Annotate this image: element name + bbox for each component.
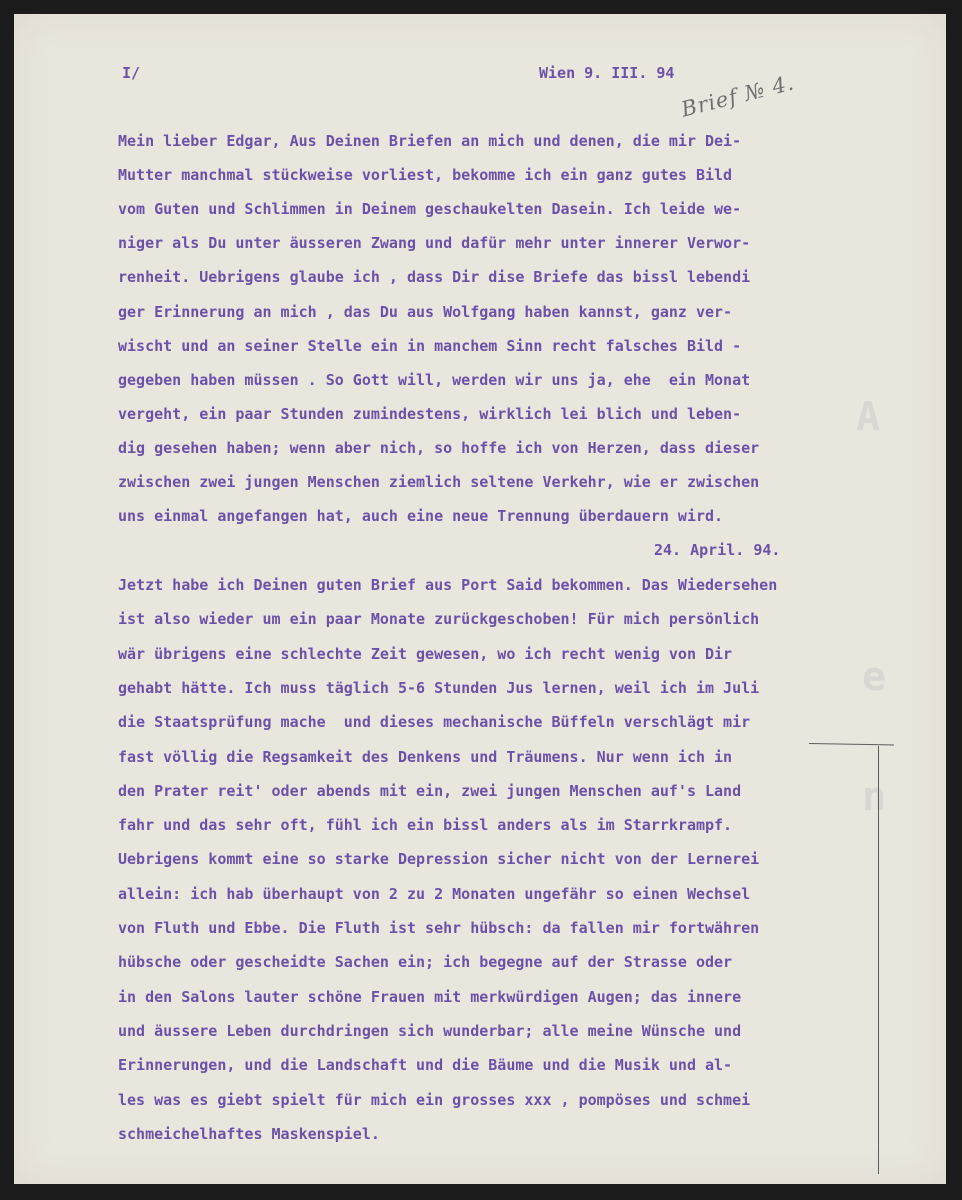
bleed-through-mark: n [862, 774, 887, 820]
text-line: Erinnerungen, und die Landschaft und die Bäume und die Musik und al- [118, 1056, 733, 1075]
text-line: wischt und an seiner Stelle ein in manchem Sinn recht falsches Bild - [118, 336, 742, 355]
text-line: schmeichelhaftes Maskenspiel. [118, 1124, 380, 1143]
pencil-mark-horizontal [809, 743, 894, 745]
text-line: Mein lieber Edgar, Aus Deinen Briefen an mich und denen, die mir Dei- [118, 132, 742, 150]
pencil-mark-vertical [878, 746, 879, 1174]
text-line: die Staatsprüfung mache und dieses mechanische Büffeln verschlägt mir [118, 713, 751, 732]
letter-page [14, 14, 946, 1184]
text-line: von Fluth und Ebbe. Die Fluth ist sehr hübsch: da fallen mir fortwähren [118, 919, 760, 937]
text-line: niger als Du unter äusseren Zwang und dafür mehr unter innerer Verwor- [118, 234, 751, 253]
text-line: und äussere Leben durchdringen sich wunderbar; alle meine Wünsche und [118, 1021, 742, 1040]
text-line: Mutter manchmal stückweise vorliest, bekomme ich ein ganz gutes Bild [118, 166, 733, 185]
bleed-through-mark: e [862, 654, 887, 700]
text-line: les was es giebt spielt für mich ein grosses xxx , pompöses und schmei [118, 1090, 751, 1109]
text-line: dig gesehen haben; wenn aber nich, so hoffe ich von Herzen, dass dieser [118, 438, 760, 457]
text-line: ist also wieder um ein paar Monate zurückgeschoben! Für mich persönlich [118, 610, 760, 629]
text-line: Uebrigens kommt eine so starke Depression sicher nicht von der Lernerei [118, 850, 760, 869]
bleed-through-mark: A [856, 394, 881, 440]
text-line: wär übrigens eine schlechte Zeit gewesen, wo ich recht wenig von Dir [118, 644, 733, 663]
text-line: vom Guten und Schlimmen in Deinem geschaukelten Dasein. Ich leide we- [118, 200, 742, 219]
page-number: I/ [122, 64, 141, 82]
text-line: hübsche oder gescheidte Sachen ein; ich begegne auf der Strasse oder [118, 953, 733, 972]
text-line: ger Erinnerung an mich , das Du aus Wolfgang haben kannst, ganz ver- [118, 302, 733, 321]
text-line: gehabt hätte. Ich muss täglich 5-6 Stunden Jus lernen, weil ich im Juli [118, 678, 760, 697]
text-line: zwischen zwei jungen Menschen ziemlich seltene Verkehr, wie er zwischen [118, 473, 760, 491]
text-line: Jetzt habe ich Deinen guten Brief aus Port Said bekommen. Das Wiedersehen [118, 576, 778, 594]
handwritten-note: Brief № 4. [678, 70, 797, 122]
second-date: 24. April. 94. [654, 541, 781, 559]
text-line: fast völlig die Regsamkeit des Denkens und Träumens. Nur wenn ich in [118, 747, 733, 766]
text-line: fahr und das sehr oft, fühl ich ein bissl anders als im Starrkrampf. [118, 816, 733, 835]
text-line: allein: ich hab überhaupt von 2 zu 2 Monaten ungefähr so einen Wechsel [118, 884, 751, 903]
text-line: vergeht, ein paar Stunden zumindestens, wirklich lei blich und leben- [118, 404, 742, 423]
date-header: Wien 9. III. 94 [539, 64, 675, 82]
text-line: gegeben haben müssen . So Gott will, werden wir uns ja, ehe ein Monat [118, 370, 751, 389]
text-line: renheit. Uebrigens glaube ich , dass Dir dise Briefe das bissl lebendi [118, 268, 751, 287]
text-line: in den Salons lauter schöne Frauen mit merkwürdigen Augen; das innere [118, 987, 742, 1006]
text-line: den Prater reit' oder abends mit ein, zwei jungen Menschen auf's Land [118, 781, 742, 800]
text-line: uns einmal angefangen hat, auch eine neue Trennung überdauern wird. [118, 507, 724, 526]
